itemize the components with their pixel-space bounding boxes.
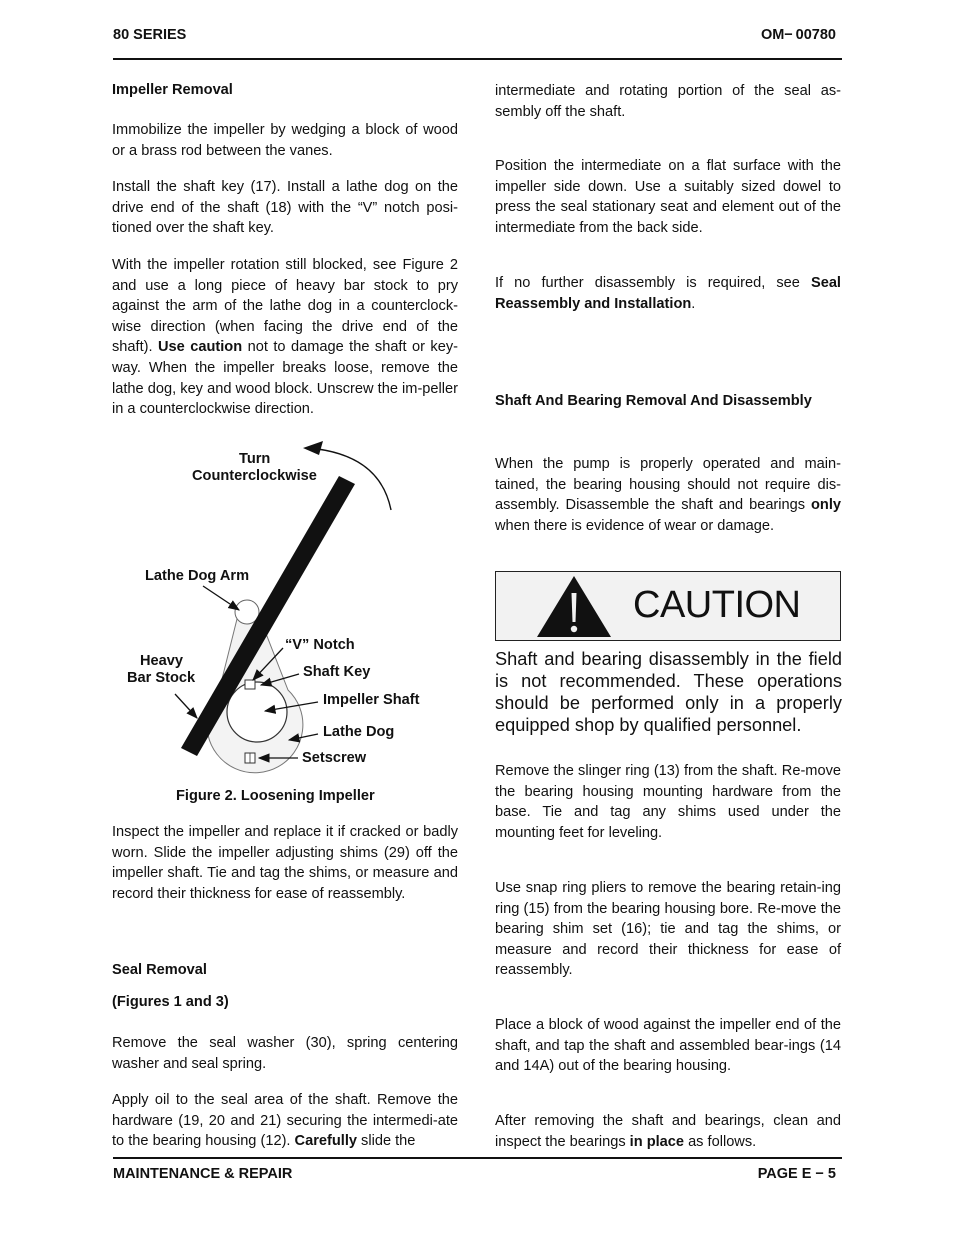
figure-loosening-impeller [113,440,463,775]
paragraph-shaft-key: Install the shaft key (17). Install a lathe dog on the drive end of the shaft (18) with the “V” notch posi-tioned over the shaft key. [112,179,458,237]
leader-bar-stock [175,694,197,718]
emphasis-carefully: Carefully [294,1133,357,1150]
paragraph-no-further-disassembly [495,273,841,314]
emphasis-use-caution: Use caution [158,339,243,356]
impeller-removal-heading: Impeller Removal [112,82,233,98]
text-run: when there is evidence of wear or damage. [495,517,775,534]
text-run: not to damage the shaft or key-way. When the impeller breaks loose, remove the lathe dog, key and wood block. Unscrew the im-peller in a counterclockwise direction. [112,339,458,418]
footer-rule [113,1157,842,1159]
rotation-arrowhead [303,441,323,455]
paragraph-position-intermediate: Position the intermediate on a flat surface with the impeller side down. Use a suitably sized dowel to press the seal stationary seat and element out of the intermediate from the back side. [495,158,841,236]
caution-word: CAUTION [633,584,801,626]
rotation-arc [309,448,391,510]
emphasis-only: only [811,497,841,514]
reference-seal-reassembly: Seal Reassembly and Installation [495,275,841,312]
paragraph-apply-oil [112,1090,458,1152]
label-bar-stock: Bar Stock [127,670,196,686]
shaft-key-shape [245,680,255,689]
page-footer [113,1166,836,1186]
paragraph-immobilize: Immobilize the impeller by wedging a block of wood or a brass rod between the vanes. [112,122,458,159]
text-run: as follows. [684,1133,757,1150]
paragraph-after-removing [495,1111,841,1152]
caution-banner [495,571,841,641]
label-lathe-dog-arm: Lathe Dog Arm [145,568,250,584]
header-rule [113,58,842,60]
page-header [113,27,836,49]
text-run: slide the [357,1133,416,1150]
text-run: Apply oil to the seal area of the shaft. Remove the hardware (19, 20 and 21) securing the intermedi-ate to the bearing housing (12). [112,1092,458,1150]
label-lathe-dog: Lathe Dog [323,724,395,740]
label-turn: Turn [239,451,271,467]
warning-triangle-icon [534,573,614,639]
leader-lathe-dog-arm [203,586,239,610]
label-setscrew: Setscrew [302,750,367,766]
paragraph-properly-operated [495,454,841,536]
text-run: When the pump is properly operated and main-tained, the bearing housing should not require dis-assembly. Disassemble the shaft and bearings [495,456,841,514]
label-heavy: Heavy [140,653,184,669]
label-impeller-shaft: Impeller Shaft [323,692,420,708]
figure-caption: Figure 2. Loosening Impeller [176,788,375,804]
seal-removal-figures-ref: (Figures 1 and 3) [112,994,229,1010]
document-number: OM− 00780 [760,27,836,43]
paragraph-intermediate-slide: intermediate and rotating portion of the seal as-sembly off the shaft. [495,83,841,120]
page-number: PAGE E − 5 [757,1166,836,1182]
paragraph-seal-washer: Remove the seal washer (30), spring centering washer and seal spring. [112,1035,458,1072]
paragraph-block-of-wood: Place a block of wood against the impeller end of the shaft, and tap the shaft and assembled bear-ings (14 and 14A) out of the bearing housing. [495,1017,841,1075]
seal-removal-heading: Seal Removal [112,962,207,978]
paragraph-snap-ring: Use snap ring pliers to remove the bearing retain-ing ring (15) from the bearing housing bore. Re-move the bearing shim set (16); tie and tag the shims, or measure and record their thickness for ease of reassembly. [495,880,841,979]
text-run: With the impeller rotation still blocked, see Figure 2 and use a long piece of heavy bar stock to pry against the arm of the lathe dog in a counterclock-wise direction (when facing the drive end of the shaft). [112,257,458,356]
paragraph-inspect-impeller: Inspect the impeller and replace it if cracked or badly worn. Slide the impeller adjusting shims (29) off the impeller shaft. Tie and tag the shims, or measure and record their thickness for ease of reassembly. [112,824,458,902]
text-run: After removing the shaft and bearings, clean and inspect the bearings [495,1113,841,1150]
section-name: MAINTENANCE & REPAIR [113,1166,293,1182]
loosening-impeller-diagram [113,440,463,775]
text-run: If no further disassembly is required, see [495,275,811,291]
caution-message: Shaft and bearing disassembly in the field is not recommended. These operations should be performed only in a properly equipped shop by qualified personnel. [495,649,842,735]
paragraph-slinger-ring: Remove the slinger ring (13) from the shaft. Re-move the bearing housing mounting hardware from the base. Tie and tag any shims used under the mounting feet for leveling. [495,763,841,841]
paragraph-pry-lathe-dog [112,255,458,420]
series-label: 80 SERIES [113,27,187,43]
label-shaft-key: Shaft Key [303,664,371,680]
text-run: . [691,295,696,312]
label-v-notch: “V” Notch [285,637,355,653]
label-counterclockwise: Counterclockwise [192,468,317,484]
shaft-bearing-removal-heading: Shaft And Bearing Removal And Disassembly [495,393,812,409]
impeller-shaft-circle [227,682,287,742]
emphasis-in-place: in place [629,1133,685,1150]
